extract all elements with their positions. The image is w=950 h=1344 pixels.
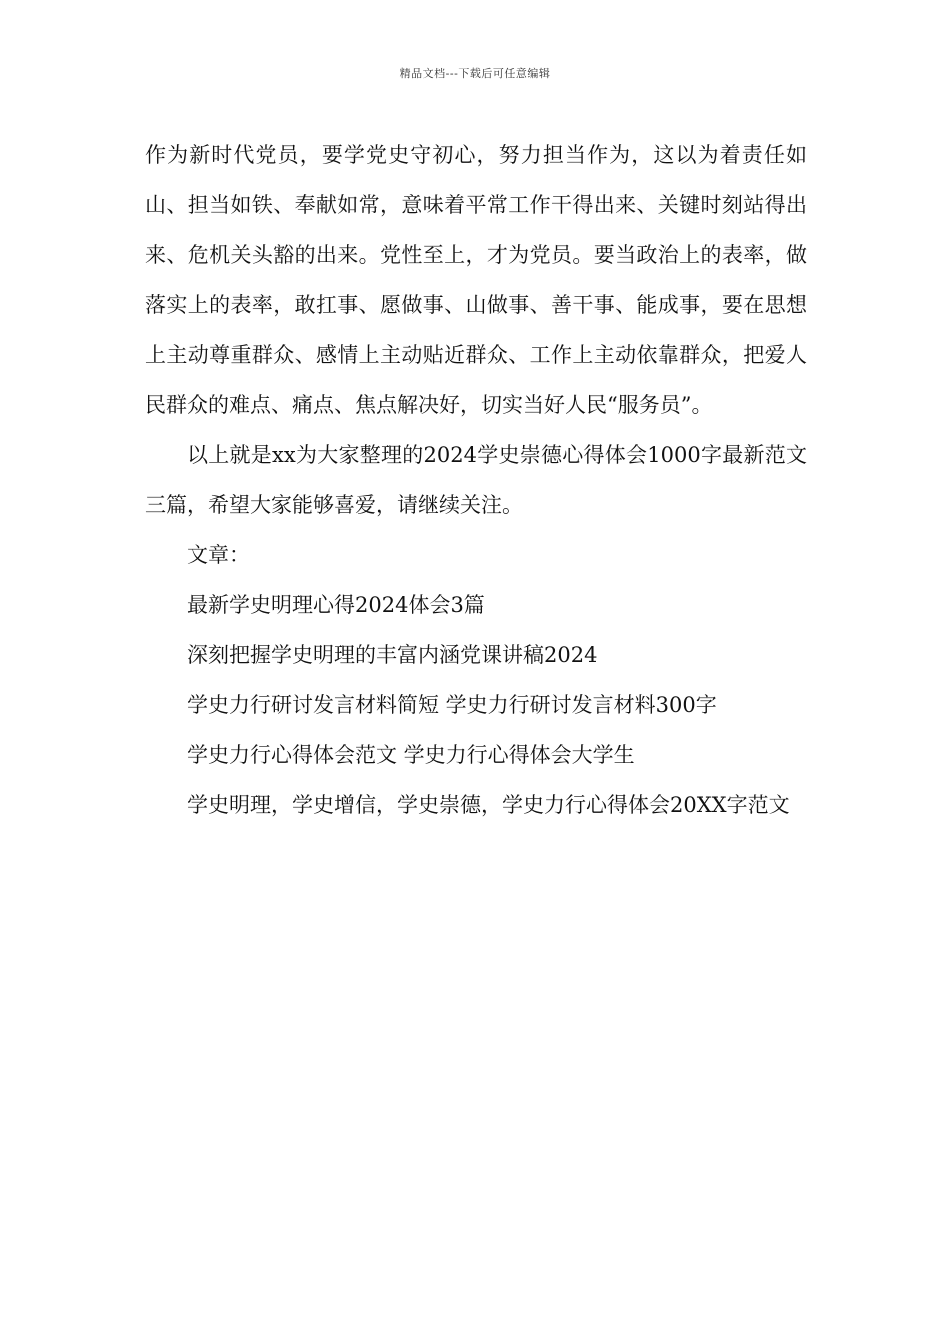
related-article-item[interactable]: 学史力行心得体会范文 学史力行心得体会大学生: [187, 743, 635, 767]
related-article-item[interactable]: 最新学史明理心得2024体会3篇: [187, 593, 485, 617]
related-articles-heading: 文章：: [187, 543, 250, 567]
paragraph-summary: 以上就是xx为大家整理的2024学史崇德心得体会1000字最新范文三篇，希望大家能够喜爱，请继续关注。: [145, 443, 807, 517]
related-article-item[interactable]: 学史力行研讨发言材料简短 学史力行研讨发言材料300字: [187, 693, 717, 717]
paragraph-continuation: 作为新时代党员，要学党史守初心，努力担当作为，这以为着责任如山、担当如铁、奉献如常，意味着平常工作干得出来、关键时刻站得出来、危机关头豁的出来。党性至上，才为党员。要当政治上的表率，做落实上的表率，敢扛事、愿做事、山做事、善干事、能成事，要在思想上主动尊重群众、感情上主动贴近群众、工作上主动依靠群众，把爱人民群众的难点、痛点、焦点解决好，切实当好人民“服务员”。: [145, 143, 807, 417]
related-article-item[interactable]: 学史明理，学史增信，学史崇德，学史力行心得体会20XX字范文: [187, 793, 790, 817]
document-body: [145, 130, 807, 830]
related-article-item[interactable]: 深刻把握学史明理的丰富内涵党课讲稿2024: [187, 643, 598, 667]
page-header: 精品文档---下载后可任意编辑: [399, 67, 551, 80]
